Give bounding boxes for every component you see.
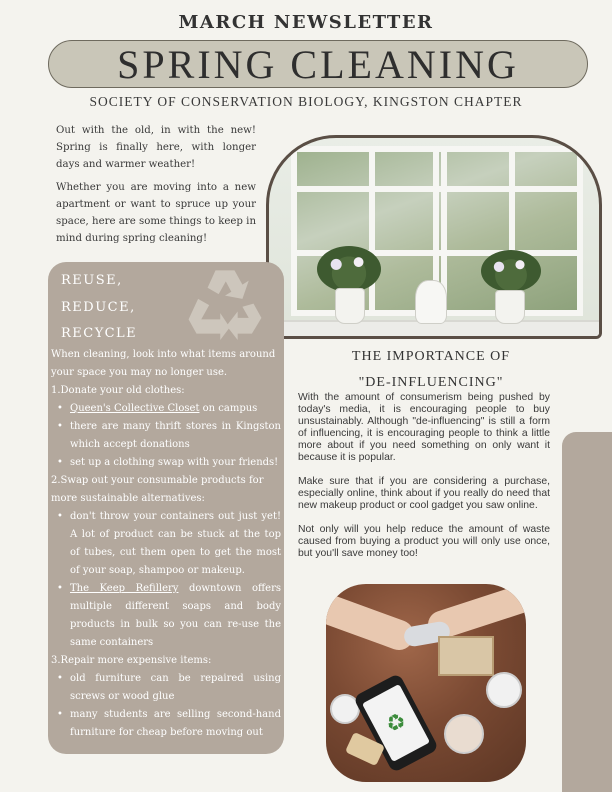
chapter-subtitle: SOCIETY OF CONSERVATION BIOLOGY, KINGSTON CHAPTER: [89, 94, 523, 109]
title-banner: [48, 40, 588, 88]
heading-reduce: REDUCE,: [61, 299, 136, 315]
intro-paragraph-1: Out with the old, in with the new! Spring is finally here, with longer days and warmer weather!: [56, 125, 256, 170]
heading-recycle: RECYCLE: [61, 326, 138, 341]
jar-1: [486, 672, 522, 708]
list-item: • there are many thrift stores in Kingston which accept donations: [51, 418, 281, 454]
pot-left: [335, 288, 365, 324]
jar-2: [444, 714, 484, 754]
rrr-heading: [61, 268, 137, 348]
importance-heading-line-1: THE IMPORTANCE OF: [351, 349, 511, 364]
importance-paragraph-1: With the amount of consumerism being pushed by today's media, it is encouraging people to buy unsustainably. Although "de-influencing" is still a form of influencing, it is encouraging people to think a little more about if you need something on only want it because it is popular.: [298, 392, 550, 463]
keep-refillery-link[interactable]: The Keep Refillery: [70, 583, 179, 594]
importance-paragraph-2: Make sure that if you are considering a purchase, especially online, think about if you really do need that new makeup product or cool gadget you saw online.: [298, 476, 550, 511]
section-3-title: 3.Repair more expensive items:: [51, 655, 212, 666]
section-3-list: [51, 670, 281, 742]
newsletter-kicker: MARCH NEWSLETTER: [178, 12, 434, 33]
link-suffix: on campus: [199, 403, 258, 414]
list-item: • set up a clothing swap with your friends!: [51, 454, 281, 472]
section-1-list: [51, 400, 281, 472]
pot-right: [495, 290, 525, 324]
hand-left: [326, 592, 418, 654]
flowers-right: [481, 250, 541, 292]
cotton-swab-box: [438, 636, 494, 676]
list-item: [51, 580, 281, 652]
list-item: • old furniture can be repaired using screws or wood glue: [51, 670, 281, 706]
flowers-left: [317, 246, 381, 292]
window-plants-photo: [266, 135, 602, 339]
list-item: [51, 400, 281, 418]
importance-heading-line-2: "DE-INFLUENCING": [358, 375, 504, 390]
decorative-side-strip: [562, 432, 612, 792]
phone-recycle-icon: ♻: [362, 684, 430, 762]
importance-heading: [296, 344, 566, 396]
heading-reuse: REUSE,: [61, 273, 123, 288]
section-2-title: 2.Swap out your consumable products for more sustainable alternatives:: [51, 475, 264, 504]
list-item: • don't throw your containers out just yet! A lot of product can be stuck at the top of tubes, cut them open to get the most of your soap, shampoo or makeup.: [51, 508, 281, 580]
recycle-icon: [185, 264, 265, 340]
teapot: [415, 280, 447, 324]
section-2-list: [51, 508, 281, 652]
intro-text: [56, 122, 256, 253]
recycle-body: [51, 346, 281, 742]
list-item: • many students are selling second-hand furniture for cheap before moving out: [51, 706, 281, 742]
intro-paragraph-2: Whether you are moving into a new apartment or want to spruce up your space, here are some things to keep in mind during spring cleaning!: [56, 182, 256, 244]
recycle-lead: When cleaning, look into what items around your space you may no longer use.: [51, 349, 276, 378]
section-1-title: 1.Donate your old clothes:: [51, 385, 185, 396]
queens-collective-closet-link[interactable]: Queen's Collective Closet: [70, 403, 200, 414]
importance-body: [298, 392, 550, 572]
importance-paragraph-3: Not only will you help reduce the amount of waste caused from buying a product you will only use once, but you'll save money too!: [298, 524, 550, 559]
newsletter-title: SPRING CLEANING: [117, 41, 519, 87]
sustainable-products-photo: [326, 584, 526, 782]
link-suffix: downtown offers multiple different soaps and body products in bulk so you can re-use the same containers: [70, 583, 281, 648]
reuse-reduce-recycle-panel: [48, 262, 284, 754]
